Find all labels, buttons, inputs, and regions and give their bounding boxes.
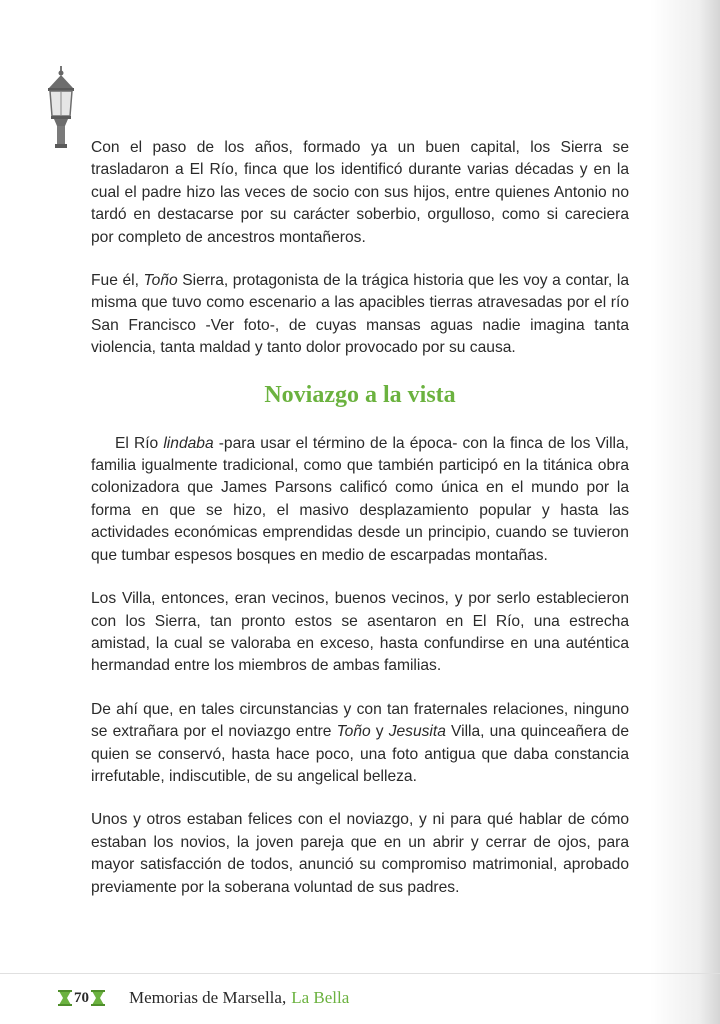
book-title: Memorias de Marsella,	[129, 988, 287, 1007]
page-number: 70	[74, 989, 89, 1006]
emphasis-tono: Toño	[143, 272, 178, 290]
emphasis-jesusita: Jesusita	[388, 723, 446, 741]
section-title: Noviazgo a la vista	[264, 381, 456, 408]
emphasis-lindaba: lindaba	[163, 434, 214, 452]
body-text	[91, 137, 629, 920]
hourglass-ornament-icon	[91, 990, 105, 1006]
paragraph-6: Unos y otros estaban felices con el noviazgo, y ni para qué hablar de cómo estaban los novios, la joven pareja que en un abrir y cerrar de ojos, para mayor satisfacción de todos, anunció su compromiso matrimonial, aprobado previamente por la soberana voluntad de sus padres.	[91, 811, 629, 896]
paragraph-5: De ahí que, en tales circunstancias y con tan fraternales relaciones, ninguno se extrañara por el noviazgo entre Toño y Jesusita Villa, una quinceañera de quien se conservó, hasta hace poco, una foto antigua que daba constancia irrefutable, indiscutible, de su angelical belleza.	[91, 700, 630, 785]
paragraph-2: Fue él, Toño Sierra, protagonista de la trágica historia que les voy a contar, la misma que tuvo como escenario a las apacibles tierras atravesadas por el río San Francisco -Ver foto-, de cuyas mansas aguas nadie imagina tanta violencia, tanta maldad y tanto dolor provocado por su causa.	[91, 272, 629, 357]
paragraph-4: Los Villa, entonces, eran vecinos, buenos vecinos, y por serlo establecieron con los Sierra, tan pronto estos se asentaron en El Río, una estrecha amistad, la cual se valoraba en exceso, hasta confundirse en una auténtica hermandad entre los miembros de ambas familias.	[91, 590, 629, 675]
emphasis-tono-2: Toño	[336, 723, 371, 741]
street-lamp-icon	[43, 66, 79, 148]
hourglass-ornament-icon	[58, 990, 72, 1006]
page-edge-shadow	[650, 0, 720, 1024]
paragraph-1: Con el paso de los años, formado ya un buen capital, los Sierra se trasladaron a El Río, finca que los identificó durante varias décadas y en la cual el padre hizo las veces de socio con sus hijos, entre quienes Antonio no tardó en destacarse por su carácter soberbio, orgulloso, como si careciera por completo de ancestros montañeros.	[91, 139, 629, 246]
book-subtitle: La Bella	[291, 988, 350, 1007]
footer-divider	[0, 973, 720, 974]
page-footer	[58, 986, 349, 1010]
paragraph-3: El Río lindaba -para usar el término de la época- con la finca de los Villa, familia igualmente tradicional, como que también participó en la titánica obra colonizadora que James Parsons calificó como única en el mundo por la forma en que se hizo, el masivo desplazamiento popular y hasta las actividades económicas emprendidas desde un principio, cuando se tuvieron que tumbar espesos bosques en medio de escarpadas montañas.	[91, 434, 630, 564]
